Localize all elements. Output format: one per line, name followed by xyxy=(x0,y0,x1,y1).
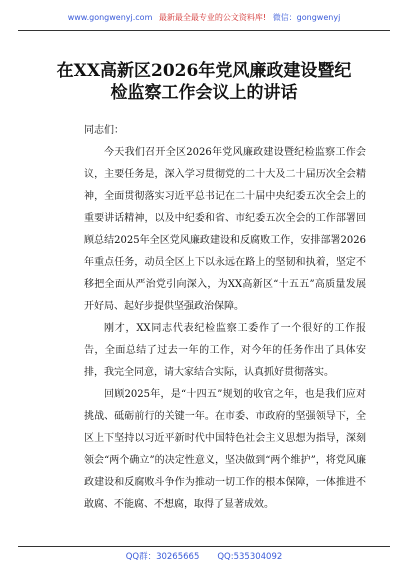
header-url: www.gongwenyj.com xyxy=(67,13,153,22)
paragraph-2: 刚才，XX同志代表纪检监察工委作了一个很好的工作报告，全面总结了过去一年的工作，对今年的任务作出了具体安排，我完全同意，请大家结合实际，认真抓好贯彻落实。 xyxy=(84,323,366,378)
document-title xyxy=(20,60,388,104)
title-line-1: 在XX高新区2026年党风廉政建设暨纪 xyxy=(56,61,352,81)
footer-qq-group: QQ群：30265665 xyxy=(125,552,200,562)
page-footer xyxy=(18,546,390,567)
paragraph-3: 回顾2025年，是“十四五”规划的收官之年，也是我们应对挑战、砥砺前行的关键一年。在市委、市政府的坚强领导下，全区上下坚持以习近平新时代中国特色社会主义思想为指导，深刻领会“两个确立”的决定性意义，坚决做到“两个维护”，将党风廉政建设和反腐败斗争作为推动一切工作的根本保障，一体推进不敢腐、不能腐、不想腐，取得了显著成效。 xyxy=(84,389,366,510)
salutation: 同志们： xyxy=(84,125,124,136)
paragraph-1: 今天我们召开全区2026年党风廉政建设暨纪检监察工作会议，主要任务是，深入学习贯彻党的二十大及二十届历次全会精神，全面贯彻落实习近平总书记在二十届中央纪委五次全会上的重要讲话精神，以及中纪委和省、市纪委五次全会的工作部署回顾总结2025年全区党风廉政建设和反腐败工作，安排部署2026年重点任务，动员全区上下以永远在路上的坚韧和执着，坚定不移把全面从严治党引向深入，为XX高新区“十五五”高质量发展开好局、起好步提供坚强政治保障。 xyxy=(84,147,366,312)
header-slogan: 最新最全最专业的公文资料库! xyxy=(158,13,267,22)
footer-qq: QQ:535304092 xyxy=(217,552,283,562)
page-header xyxy=(18,6,390,31)
document-body xyxy=(84,120,366,516)
header-wechat: 微信：gongwenyj xyxy=(272,13,341,22)
title-line-2: 检监察工作会议上的讲话 xyxy=(110,83,298,103)
